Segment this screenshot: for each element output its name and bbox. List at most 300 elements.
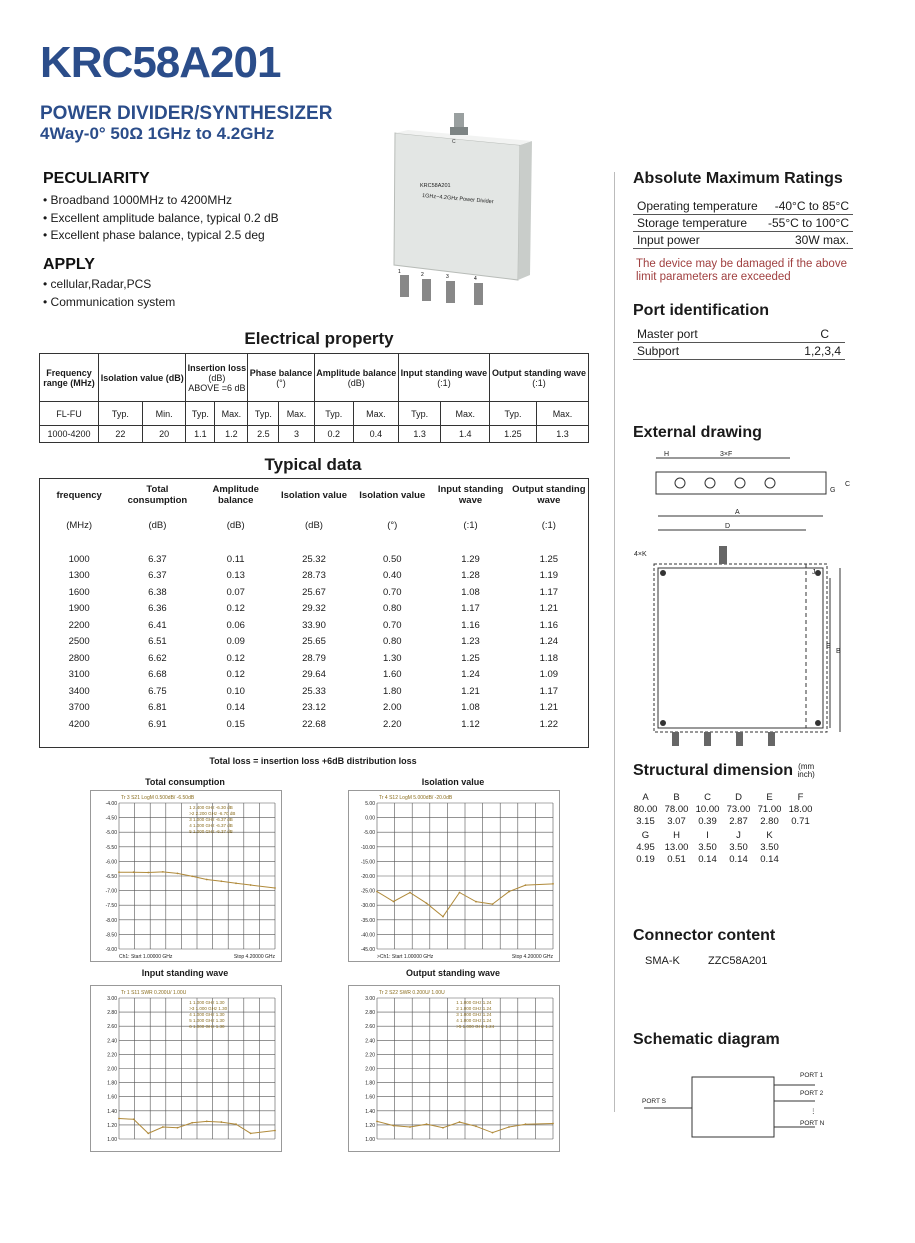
table-cell: 3400 [68,685,90,697]
table-cell: 0.70 [383,619,402,631]
table-cell: 25.32 [302,553,326,565]
tick-label: 3.00 [365,996,375,1002]
dimension-cell: 13.00 [664,842,689,853]
dimension-cell: 0.14 [729,854,748,865]
tick-label: 2.00 [107,1066,117,1073]
table-cell: 0.10 [226,685,245,697]
marker-readout: >3 1.000 GHz 1.30 [189,1006,228,1011]
table-cell: 1.21 [539,603,559,615]
dimension-cell: 78.00 [664,804,689,815]
tick-label: -5.50 [105,844,117,851]
table-cell: 0.12 [226,603,245,615]
typical-heading: Typical data [264,455,362,474]
table-row [40,716,588,733]
tick-label: -45.00 [360,947,375,953]
data-point [274,1130,276,1132]
table-cell: 1.16 [461,619,480,631]
col-header: Isolation value [359,489,426,501]
table-row [40,683,588,700]
col-header: Amplitude balance [212,484,259,506]
dimension-cell: G [641,830,650,841]
ratings-warning: The device may be damaged if the above limit parameters are exceeded [636,258,847,283]
dimension-cell: F [797,792,804,803]
chart-header: Tr 4 S12 LogM 5.000dB/ -20.0dB [379,795,453,801]
data-point [191,1122,193,1124]
data-point [492,1132,494,1134]
table-row [40,601,588,618]
apply-list [43,276,175,311]
table-cell: 1600 [68,586,90,598]
data-point [206,1120,208,1122]
table-cell: 6.38 [148,586,167,598]
total-loss-note: Total loss = insertion loss +6dB distribution loss [209,756,417,766]
tick-label: 3.00 [107,996,117,1002]
svg-text:4: 4 [474,276,477,282]
dimension-cell: 3.50 [760,842,779,853]
tick-label: -4.00 [105,801,117,807]
dimension-cell: 2.87 [729,816,748,827]
table-cell: 1.24 [539,636,559,648]
svg-text:⋮: ⋮ [810,1108,817,1115]
tick-label: -20.00 [360,874,375,880]
chart-title: Output standing wave [405,968,500,978]
table-cell: 28.79 [302,652,326,664]
table-cell: 1.25 [539,553,559,565]
tick-label: 1.00 [107,1137,117,1143]
table-cell: 3100 [68,669,90,681]
table-cell: 1.24 [461,669,480,681]
table-cell: 0.50 [383,553,402,565]
data-point [133,1118,135,1120]
table-cell: 0.06 [226,619,245,631]
table-cell: 1.08 [461,586,480,598]
dimension-cell: 0.19 [636,854,655,865]
peculiarity-heading: PECULIARITY [43,170,150,187]
marker-readout: 4 1.000 GHz -6.37 dB [189,823,233,828]
table-row [40,650,588,667]
dimension-cell: 0.51 [667,854,686,865]
list-item: • Excellent amplitude balance, typical 0.2 dB [43,210,279,228]
marker-readout: 2 1.000 GHz 1.24 [456,1006,492,1011]
svg-text:PORT S: PORT S [642,1098,666,1105]
dimension-cell: 80.00 [633,804,658,815]
data-point [376,891,378,893]
table-cell: 2200 [68,619,90,631]
dimension-cell: C [704,792,711,803]
table-cell: 0.80 [383,636,402,648]
table-cell: 1.29 [461,553,480,565]
marker-readout: 6 1.000 GHz 1.30 [189,1024,225,1029]
typical-table [39,478,589,748]
table-cell: 2.00 [383,702,402,714]
ratings-heading: Absolute Maximum Ratings [633,170,843,187]
svg-text:PORT 2: PORT 2 [800,1090,824,1097]
svg-text:PORT 1: PORT 1 [800,1072,824,1079]
marker-readout: 5 1.000 GHz 1.30 [189,1018,225,1023]
table-cell: 1.16 [539,619,559,631]
dimension-cell: H [673,830,680,841]
chart-1 [348,790,560,962]
table-row [40,551,588,568]
connector-type: SMA-K [645,955,680,967]
marker-readout: 4 1.000 GHz 1.24 [456,1018,492,1023]
electrical-heading: Electrical property [244,329,394,348]
table-cell: 6.62 [148,652,167,664]
table-cell: 1.09 [539,669,559,681]
table-cell: 25.67 [302,586,326,598]
table-cell: 28.73 [302,570,326,582]
table-cell: 6.37 [148,570,167,582]
tick-label: -30.00 [360,903,375,910]
tick-label: 1.40 [107,1108,117,1115]
list-item: • Communication system [43,294,175,312]
chart-header: Tr 3 S21 LogM 0.500dB/ -6.50dB [121,795,195,801]
chart-3 [348,985,560,1152]
tick-label: 0.00 [365,815,375,822]
svg-text:H: H [664,451,670,458]
dimension-cell: 4.95 [636,842,655,853]
product-spec-line: 4Way-0° 50Ω 1GHz to 4.2GHz [40,124,275,143]
table-cell: 1000 [68,553,90,565]
table-cell: 1.21 [539,702,559,714]
dimension-cell: 0.39 [698,816,717,827]
table-cell: 0.11 [226,553,245,565]
table-cell: 4200 [68,718,90,730]
marker-readout: 3 1.000 GHz -6.37 dB [189,817,233,822]
svg-text:2: 2 [421,272,424,278]
dimension-cell: 2.80 [760,816,779,827]
tick-label: 1.20 [107,1122,117,1129]
dimension-table [630,792,816,832]
marker-readout: >2 2.200 GHz -6.70 dB [189,811,236,816]
data-point [250,884,252,886]
ports-table [633,326,845,360]
data-point [552,883,554,885]
table-cell: 1900 [68,603,90,615]
table-cell: 6.68 [148,669,167,681]
col-unit: (°) [387,519,398,531]
dimension-cell: 3.50 [698,842,717,853]
data-point [235,882,237,884]
table-cell: 1.18 [539,652,559,664]
table-cell: 1.23 [461,636,480,648]
data-point [177,1127,179,1129]
chart-title: Input standing wave [141,968,229,978]
tick-label: -7.50 [105,903,117,910]
dimension-cell: 10.00 [695,804,720,815]
data-point [492,903,494,905]
svg-text:B: B [836,648,841,655]
table-row [40,568,588,585]
svg-text:G: G [830,487,836,494]
marker-readout: >5 1.000 GHz 1.24 [456,1024,495,1029]
data-point [508,1126,510,1128]
svg-text:1: 1 [398,269,401,275]
ratings-table [633,198,853,249]
col-header: Input standing wave [437,484,504,506]
marker-readout: 5 1.000 GHz -6.37 dB [189,829,233,834]
col-header: Total consumption [127,484,188,506]
col-unit: (MHz) [66,519,93,531]
dimension-cell: 3.15 [636,816,655,827]
tick-label: -8.00 [105,917,117,924]
data-point [147,872,149,874]
data-point [552,1123,554,1125]
chart-0 [90,790,282,962]
model-title: KRC58A201 [40,38,281,87]
svg-text:4×K: 4×K [634,551,647,558]
tick-label: 1.80 [365,1080,375,1087]
tick-label: -7.00 [105,888,117,895]
table-cell: 25.33 [302,685,326,697]
data-point [250,1132,252,1134]
table-cell: 1.60 [383,669,402,681]
data-point [220,1121,222,1123]
col-unit: (dB) [226,519,245,531]
col-header: Isolation value [280,489,347,501]
data-point [274,887,276,889]
list-item: • Excellent phase balance, typical 2.5 deg [43,227,279,245]
col-unit: (dB) [148,519,167,531]
table-row: Storage temperature -55°C to 100°C [633,215,853,232]
tick-label: -40.00 [360,932,375,939]
svg-text:1GHz~4.2GHz Power Divider: 1GHz~4.2GHz Power Divider [421,193,494,206]
table-cell: 6.37 [148,553,167,565]
table-cell: 1.17 [461,603,480,615]
col-unit: (:1) [463,519,478,531]
dimension-cell: 3.07 [667,816,686,827]
data-point [393,1125,395,1127]
tick-label: -5.00 [363,830,375,837]
svg-text:A: A [735,509,740,516]
dimension-cell: K [766,830,773,841]
table-cell: 0.07 [226,586,245,598]
table-cell: 1.80 [383,685,402,697]
tick-label: 2.00 [365,1066,375,1073]
table-cell: 0.12 [226,669,245,681]
table-cell: 1.25 [461,652,480,664]
table-row: Operating temperature -40°C to 85°C [633,198,853,215]
table-cell: 0.40 [383,570,402,582]
dimension-cell: D [735,792,742,803]
table-cell: 0.15 [226,718,245,730]
structural-heading: Structural dimension (mm inch) [633,761,815,779]
dimension-cell: A [642,792,649,803]
tick-label: -10.00 [360,844,375,851]
tick-label: 2.80 [365,1010,375,1017]
table-cell: 6.36 [148,603,167,615]
tick-label: -25.00 [360,888,375,895]
data-point [426,1123,428,1125]
table-cell: 1.17 [539,586,559,598]
chart-header: Tr 2 S22 SWR 0.200U/ 1.00U [379,990,445,996]
table-cell: 1.12 [461,718,480,730]
tick-label: 2.40 [107,1038,117,1045]
apply-heading: APPLY [43,256,95,273]
table-cell: 23.12 [302,702,326,714]
table-cell: 25.65 [302,636,326,648]
tick-label: 2.20 [107,1052,117,1059]
svg-text:3: 3 [446,274,449,280]
list-item: • cellular,Radar,PCS [43,276,175,294]
svg-text:E: E [826,643,831,650]
dimension-cell: J [736,830,741,841]
connector-code: ZZC58A201 [708,955,768,967]
table-cell: 2500 [68,636,90,648]
data-point [508,891,510,893]
external-drawing [630,448,860,748]
table-cell: 0.09 [226,636,245,648]
data-point [475,1125,477,1127]
table-row [40,667,588,684]
data-point [118,1118,120,1120]
data-point [206,879,208,881]
marker-readout: 3 1.000 GHz 1.24 [456,1012,492,1017]
table-cell: 1.21 [461,685,480,697]
tick-label: 5.00 [365,801,375,807]
connector-heading: Connector content [633,927,776,944]
marker-readout: 1 1.000 GHz 1.30 [189,1000,225,1005]
table-row [40,617,588,634]
table-cell: 1.17 [539,685,559,697]
dimension-cell: E [766,792,773,803]
tick-label: -4.50 [105,815,117,822]
table-cell: 0.14 [226,702,245,714]
table-cell: 33.90 [302,619,326,631]
table-cell: 0.12 [226,652,245,664]
data-point [459,1121,461,1123]
marker-readout: 1 1.000 GHz 1.24 [456,1000,492,1005]
electrical-table: Frequency range (MHz) Isolation value (dB) Insertion loss (dB) ABOVE =6 dB Phase balance (°) Amplitude balance (dB) Input standing wave (:1) Output standing wave (:1) FL-FU Typ. Min. Typ. Max. Typ. Max. Typ. Max. Typ. Max. Typ. Max. 1000-4200 22 20 1.1 1.2 2.5 3 0.2 0.4 1.3 1.4 1.25 1.3 [39,353,589,443]
svg-text:PORT N: PORT N [800,1120,825,1127]
col-unit: (dB) [305,519,323,531]
dimension-cell: B [673,792,680,803]
table-cell: 6.41 [148,619,167,631]
table-row [40,584,588,601]
table-cell: 6.81 [148,702,167,714]
table-cell: 2800 [68,652,90,664]
dimension-cell: I [706,830,709,841]
chart-footer-stop: Stop 4.20000 GHz [511,954,553,960]
svg-text:C: C [452,139,456,145]
external-heading: External drawing [633,424,762,441]
chart-footer-stop: Stop 4.20000 GHz [233,954,275,960]
data-point [162,1126,164,1128]
table-cell: 0.70 [383,586,402,598]
data-point [191,875,193,877]
table-cell: 1300 [68,570,90,582]
tick-label: -8.50 [105,932,117,939]
table-row: Master port C [633,326,845,343]
table-cell: 1.19 [539,570,559,582]
chart-title: Isolation value [421,777,485,787]
ports-heading: Port identification [633,302,769,319]
list-item: • Broadband 1000MHz to 4200MHz [43,192,279,210]
table-cell: 3700 [68,702,90,714]
peculiarity-list [43,192,279,245]
svg-text:J: J [812,569,816,576]
dimension-cell: 71.00 [757,804,782,815]
svg-text:3×F: 3×F [720,451,733,458]
product-photo [370,105,550,320]
col-header: Isolation value (dB) [99,354,186,402]
tick-label: -5.00 [105,830,117,837]
table-row [40,634,588,651]
data-point [235,1123,237,1125]
data-point [393,901,395,903]
svg-text:C: C [845,481,851,488]
dimension-cell: 18.00 [788,804,813,815]
tick-label: 1.20 [365,1122,375,1129]
tick-label: 1.60 [107,1094,117,1101]
svg-text:D: D [725,523,731,530]
chart-header: Tr 1 S11 SWR 0.200U/ 1.00U [121,990,187,996]
chart-footer-start: Ch1: Start 1.00000 GHz [119,954,173,960]
dimension-cell: 73.00 [726,804,751,815]
table-row: 1000-4200 22 20 1.1 1.2 2.5 3 0.2 0.4 1.3 1.4 1.25 1.3 [40,426,589,443]
table-cell: 0.13 [226,570,245,582]
data-point [475,901,477,903]
schematic-heading: Schematic diagram [633,1031,780,1048]
data-point [409,1126,411,1128]
tick-label: -15.00 [360,859,375,866]
table-cell: 1.28 [461,570,480,582]
col-header: Frequency range (MHz) [40,354,99,402]
table-cell: 29.32 [302,603,326,615]
data-point [118,871,120,873]
data-point [525,884,527,886]
tick-label: 2.80 [107,1010,117,1017]
data-point [442,916,444,918]
dimension-cell: 0.14 [760,854,779,865]
data-point [133,871,135,873]
table-row: Input power 30W max. [633,232,853,249]
marker-readout: 1 2.400 GHz -6.30 dB [189,805,233,810]
tick-label: 1.40 [365,1108,375,1115]
data-point [376,1120,378,1122]
column-divider [614,172,615,1112]
data-point [426,902,428,904]
tick-label: 2.60 [365,1024,375,1031]
data-point [409,892,411,894]
tick-label: 2.60 [107,1024,117,1031]
col-header: frequency [56,489,102,501]
table-cell: 22.68 [302,718,326,730]
col-unit: (:1) [541,519,556,531]
tick-label: -6.50 [105,874,117,880]
tick-label: 1.00 [365,1137,375,1143]
chart-2 [90,985,282,1152]
table-cell: 1.22 [539,718,559,730]
svg-text:KRC58A201: KRC58A201 [420,183,451,189]
table-row: Subport 1,2,3,4 [633,343,845,360]
tick-label: -6.00 [105,859,117,866]
table-cell: 6.51 [148,636,167,648]
schematic-diagram [640,1065,840,1145]
col-header: Output standing wave [512,484,586,506]
data-point [162,871,164,873]
table-cell: 1.08 [461,702,480,714]
product-subtitle: POWER DIVIDER/SYNTHESIZER [40,103,333,124]
dimension-cell: 3.50 [729,842,748,853]
dimension-table-2 [630,830,785,866]
data-point [459,892,461,894]
table-cell: 6.91 [148,718,167,730]
data-point [442,1127,444,1129]
tick-label: -35.00 [360,917,375,924]
tick-label: 2.20 [365,1052,375,1059]
data-point [177,872,179,874]
